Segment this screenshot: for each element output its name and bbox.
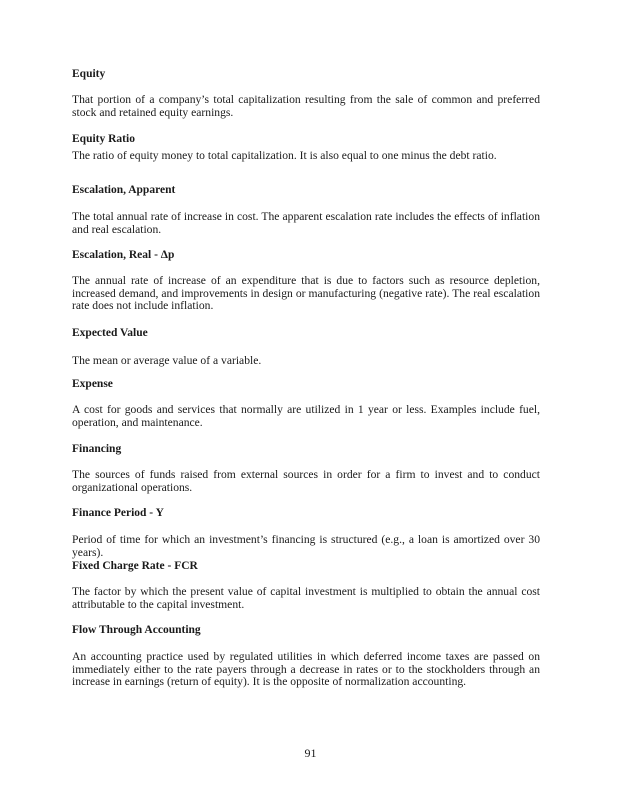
term-definition: The sources of funds raised from external sources in order for a firm to invest and to conduct organizational operations.: [72, 468, 540, 494]
term-heading: Escalation, Real - Δp: [72, 249, 175, 261]
term-definition: The ratio of equity money to total capitalization. It is also equal to one minus the debt ratio.: [72, 149, 497, 162]
glossary-entry-financing: [72, 443, 540, 494]
term-heading: Financing: [72, 443, 122, 455]
term-definition: That portion of a company’s total capitalization resulting from the sale of common and preferred stock and retained equity earnings.: [72, 93, 540, 119]
glossary-entry-expected-value: [72, 327, 540, 368]
term-heading: Fixed Charge Rate - FCR: [72, 560, 198, 572]
glossary-entry-escalation-real: [72, 249, 540, 313]
page-number: 91: [304, 746, 317, 760]
term-heading: Expected Value: [72, 327, 148, 339]
glossary-entry-finance-period: [72, 507, 540, 559]
term-heading: Equity Ratio: [72, 133, 135, 145]
term-definition: The mean or average value of a variable.: [72, 354, 262, 367]
term-definition: An accounting practice used by regulated utilities in which deferred income taxes are passed on immediately either to the rate payers through a decrease in rates or to the stockholders through an increase in earnings (return of equity). It is the opposite of normalization accounting.: [72, 650, 540, 689]
term-heading: Escalation, Apparent: [72, 184, 176, 196]
term-definition: Period of time for which an investment’s financing is structured (e.g., a loan is amortized over 30 years).: [72, 533, 540, 559]
term-definition: The annual rate of increase of an expenditure that is due to factors such as resource depletion, increased demand, and improvements in design or manufacturing (negative rate). The real escalation rate does not include inflation.: [72, 274, 540, 313]
glossary-entry-expense: [72, 378, 540, 429]
term-definition: A cost for goods and services that normally are utilized in 1 year or less. Examples include fuel, operation, and maintenance.: [72, 403, 540, 429]
term-definition: The total annual rate of increase in cost. The apparent escalation rate includes the effects of inflation and real escalation.: [72, 210, 540, 236]
term-heading: Equity: [72, 68, 106, 80]
term-heading: Expense: [72, 378, 113, 390]
glossary-entry-equity: [72, 68, 540, 119]
glossary-entry-flow-through-accounting: [72, 624, 540, 689]
term-heading: Finance Period - Y: [72, 507, 164, 519]
glossary-entry-escalation-apparent: [72, 184, 540, 236]
term-definition: The factor by which the present value of capital investment is multiplied to obtain the annual cost attributable to the capital investment.: [72, 585, 540, 611]
glossary-entry-fixed-charge-rate: [72, 560, 540, 611]
term-heading: Flow Through Accounting: [72, 624, 201, 636]
glossary-entry-equity-ratio: [72, 133, 540, 163]
